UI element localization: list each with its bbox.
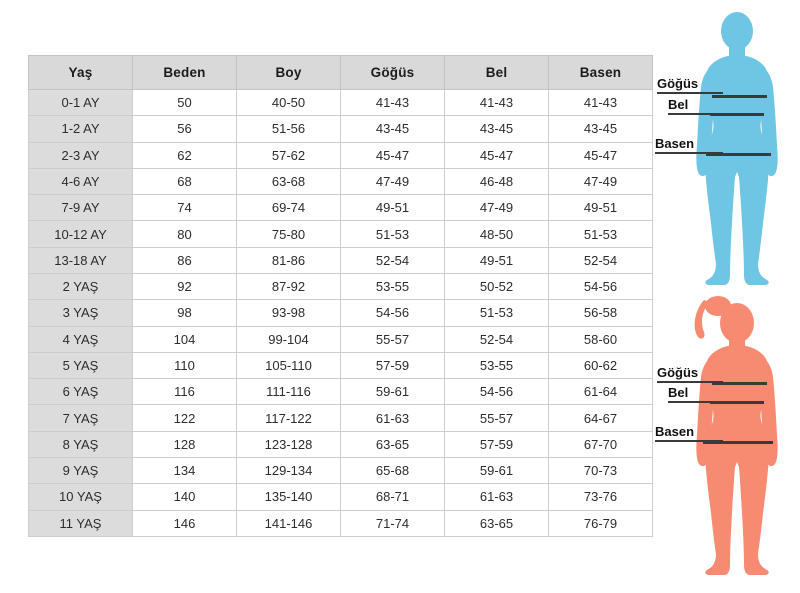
col-header-hip: Basen bbox=[549, 56, 653, 90]
table-row bbox=[29, 510, 653, 537]
table-row bbox=[29, 247, 653, 273]
value-cell: 110 bbox=[133, 352, 237, 378]
table-row bbox=[29, 431, 653, 457]
value-cell: 61-63 bbox=[341, 405, 445, 431]
value-cell: 53-55 bbox=[445, 352, 549, 378]
value-cell: 60-62 bbox=[549, 352, 653, 378]
value-cell: 47-49 bbox=[341, 168, 445, 194]
value-cell: 49-51 bbox=[445, 247, 549, 273]
value-cell: 54-56 bbox=[341, 300, 445, 326]
row-label-cell: 13-18 AY bbox=[29, 247, 133, 273]
table-row bbox=[29, 221, 653, 247]
value-cell: 48-50 bbox=[445, 221, 549, 247]
col-header-chest: Göğüs bbox=[341, 56, 445, 90]
value-cell: 51-56 bbox=[237, 116, 341, 142]
value-cell: 57-62 bbox=[237, 142, 341, 168]
size-chart bbox=[28, 55, 653, 537]
value-cell: 116 bbox=[133, 379, 237, 405]
value-cell: 87-92 bbox=[237, 273, 341, 299]
female-hip-line bbox=[703, 441, 773, 444]
male-waist-label: Bel bbox=[668, 97, 720, 115]
value-cell: 54-56 bbox=[549, 273, 653, 299]
value-cell: 41-43 bbox=[445, 90, 549, 116]
row-label-cell: 5 YAŞ bbox=[29, 352, 133, 378]
table-row bbox=[29, 195, 653, 221]
value-cell: 68-71 bbox=[341, 484, 445, 510]
value-cell: 105-110 bbox=[237, 352, 341, 378]
row-label-cell: 9 YAŞ bbox=[29, 457, 133, 483]
value-cell: 51-53 bbox=[341, 221, 445, 247]
header-row bbox=[29, 56, 653, 90]
value-cell: 56 bbox=[133, 116, 237, 142]
value-cell: 52-54 bbox=[445, 326, 549, 352]
value-cell: 86 bbox=[133, 247, 237, 273]
value-cell: 41-43 bbox=[549, 90, 653, 116]
row-label-cell: 10-12 AY bbox=[29, 221, 133, 247]
value-cell: 70-73 bbox=[549, 457, 653, 483]
row-label-cell: 0-1 AY bbox=[29, 90, 133, 116]
value-cell: 81-86 bbox=[237, 247, 341, 273]
value-cell: 47-49 bbox=[445, 195, 549, 221]
female-chest-label: Göğüs bbox=[657, 365, 723, 383]
value-cell: 68 bbox=[133, 168, 237, 194]
value-cell: 122 bbox=[133, 405, 237, 431]
value-cell: 58-60 bbox=[549, 326, 653, 352]
value-cell: 99-104 bbox=[237, 326, 341, 352]
value-cell: 43-45 bbox=[445, 116, 549, 142]
row-label-cell: 2-3 AY bbox=[29, 142, 133, 168]
value-cell: 141-146 bbox=[237, 510, 341, 537]
value-cell: 62 bbox=[133, 142, 237, 168]
value-cell: 55-57 bbox=[341, 326, 445, 352]
female-hip-label: Basen bbox=[655, 424, 723, 442]
table-row bbox=[29, 90, 653, 116]
value-cell: 43-45 bbox=[549, 116, 653, 142]
male-chest-line bbox=[712, 95, 767, 98]
value-cell: 73-76 bbox=[549, 484, 653, 510]
table-row bbox=[29, 116, 653, 142]
value-cell: 67-70 bbox=[549, 431, 653, 457]
value-cell: 49-51 bbox=[549, 195, 653, 221]
female-waist-line bbox=[710, 401, 764, 404]
value-cell: 104 bbox=[133, 326, 237, 352]
value-cell: 69-74 bbox=[237, 195, 341, 221]
female-chest-line bbox=[712, 382, 767, 385]
value-cell: 45-47 bbox=[549, 142, 653, 168]
row-label-cell: 1-2 AY bbox=[29, 116, 133, 142]
row-label-cell: 7 YAŞ bbox=[29, 405, 133, 431]
row-label-cell: 3 YAŞ bbox=[29, 300, 133, 326]
table-row bbox=[29, 142, 653, 168]
value-cell: 59-61 bbox=[341, 379, 445, 405]
value-cell: 135-140 bbox=[237, 484, 341, 510]
value-cell: 80 bbox=[133, 221, 237, 247]
value-cell: 64-67 bbox=[549, 405, 653, 431]
value-cell: 52-54 bbox=[341, 247, 445, 273]
value-cell: 43-45 bbox=[341, 116, 445, 142]
value-cell: 40-50 bbox=[237, 90, 341, 116]
row-label-cell: 10 YAŞ bbox=[29, 484, 133, 510]
table-row bbox=[29, 405, 653, 431]
row-label-cell: 8 YAŞ bbox=[29, 431, 133, 457]
row-label-cell: 2 YAŞ bbox=[29, 273, 133, 299]
value-cell: 75-80 bbox=[237, 221, 341, 247]
value-cell: 128 bbox=[133, 431, 237, 457]
male-waist-line bbox=[710, 113, 764, 116]
value-cell: 63-68 bbox=[237, 168, 341, 194]
female-waist-label: Bel bbox=[668, 385, 720, 403]
table-row bbox=[29, 457, 653, 483]
value-cell: 52-54 bbox=[549, 247, 653, 273]
value-cell: 41-43 bbox=[341, 90, 445, 116]
male-chest-label: Göğüs bbox=[657, 76, 723, 94]
value-cell: 146 bbox=[133, 510, 237, 537]
value-cell: 63-65 bbox=[341, 431, 445, 457]
value-cell: 57-59 bbox=[341, 352, 445, 378]
col-header-height: Boy bbox=[237, 56, 341, 90]
value-cell: 129-134 bbox=[237, 457, 341, 483]
value-cell: 55-57 bbox=[445, 405, 549, 431]
value-cell: 98 bbox=[133, 300, 237, 326]
col-header-waist: Bel bbox=[445, 56, 549, 90]
table-row bbox=[29, 273, 653, 299]
table-row bbox=[29, 352, 653, 378]
value-cell: 45-47 bbox=[445, 142, 549, 168]
male-hip-label: Basen bbox=[655, 136, 723, 154]
value-cell: 123-128 bbox=[237, 431, 341, 457]
value-cell: 92 bbox=[133, 273, 237, 299]
value-cell: 54-56 bbox=[445, 379, 549, 405]
row-label-cell: 11 YAŞ bbox=[29, 510, 133, 537]
col-header-size: Beden bbox=[133, 56, 237, 90]
value-cell: 65-68 bbox=[341, 457, 445, 483]
value-cell: 53-55 bbox=[341, 273, 445, 299]
value-cell: 61-63 bbox=[445, 484, 549, 510]
col-header-age: Yaş bbox=[29, 56, 133, 90]
row-label-cell: 4 YAŞ bbox=[29, 326, 133, 352]
value-cell: 61-64 bbox=[549, 379, 653, 405]
value-cell: 49-51 bbox=[341, 195, 445, 221]
value-cell: 57-59 bbox=[445, 431, 549, 457]
value-cell: 140 bbox=[133, 484, 237, 510]
table-row bbox=[29, 168, 653, 194]
value-cell: 47-49 bbox=[549, 168, 653, 194]
table-row bbox=[29, 484, 653, 510]
value-cell: 111-116 bbox=[237, 379, 341, 405]
value-cell: 51-53 bbox=[445, 300, 549, 326]
value-cell: 51-53 bbox=[549, 221, 653, 247]
size-table-head bbox=[29, 56, 653, 90]
value-cell: 46-48 bbox=[445, 168, 549, 194]
size-table-body bbox=[29, 90, 653, 537]
value-cell: 117-122 bbox=[237, 405, 341, 431]
table-row bbox=[29, 300, 653, 326]
value-cell: 134 bbox=[133, 457, 237, 483]
row-label-cell: 4-6 AY bbox=[29, 168, 133, 194]
size-chart-table bbox=[28, 55, 653, 537]
value-cell: 59-61 bbox=[445, 457, 549, 483]
value-cell: 93-98 bbox=[237, 300, 341, 326]
row-label-cell: 6 YAŞ bbox=[29, 379, 133, 405]
value-cell: 71-74 bbox=[341, 510, 445, 537]
value-cell: 63-65 bbox=[445, 510, 549, 537]
value-cell: 50 bbox=[133, 90, 237, 116]
male-hip-line bbox=[706, 153, 771, 156]
value-cell: 74 bbox=[133, 195, 237, 221]
value-cell: 45-47 bbox=[341, 142, 445, 168]
row-label-cell: 7-9 AY bbox=[29, 195, 133, 221]
value-cell: 50-52 bbox=[445, 273, 549, 299]
table-row bbox=[29, 379, 653, 405]
table-row bbox=[29, 326, 653, 352]
value-cell: 56-58 bbox=[549, 300, 653, 326]
value-cell: 76-79 bbox=[549, 510, 653, 537]
